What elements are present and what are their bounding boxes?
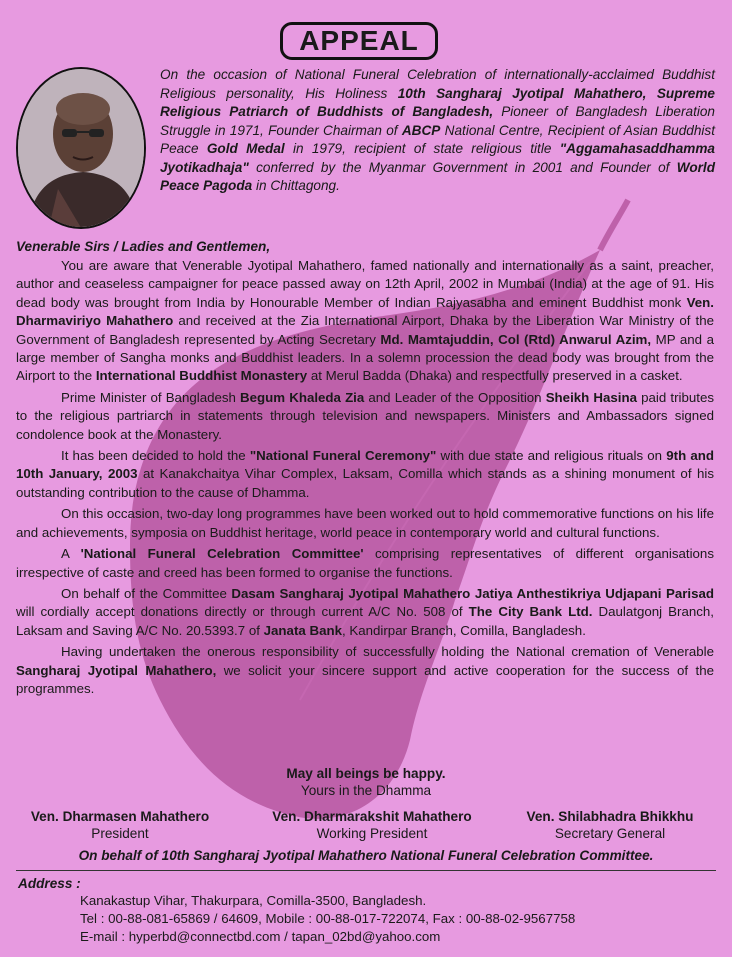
closing-valediction: Yours in the Dhamma xyxy=(300,783,432,798)
on-behalf-line: On behalf of 10th Sangharaj Jyotipal Mahathero National Funeral Celebration Committee. xyxy=(78,848,654,863)
signatory-role: President xyxy=(91,826,149,841)
signatory-role: Working President xyxy=(316,826,428,841)
email-addresses: E-mail : hyperbd@connectbd.com / tapan_02bd@yahoo.com xyxy=(80,929,441,944)
paragraph-committee: A 'National Funeral Celebration Committee' comprising representatives of different organisations irrespective of caste and creed has been formed to organise the functions. xyxy=(16,546,714,580)
paragraph-solicitation: Having undertaken the onerous responsibility of successfully holding the National cremation of Venerable Sangharaj Jyotipal Mahathero, we solicit your sincere support and active cooperation for the success of the programmes. xyxy=(16,644,715,696)
postal-address: Kanakastup Vihar, Thakurpara, Comilla-3500, Bangladesh. xyxy=(80,893,427,908)
signatory xyxy=(510,808,710,842)
signatory xyxy=(262,808,482,842)
closing xyxy=(0,765,732,799)
paragraph-ceremony: It has been decided to hold the "National Funeral Ceremony" with due state and religious rituals on 9th and 10th January, 2003 at Kanakchaitya Vihar Complex, Laksam, Comilla which stands as a shining monument of his outstanding contribution to the cause of Dhamma. xyxy=(16,448,714,500)
paragraph-programmes: On this occasion, two-day long programmes have been worked out to hold commemorative functions on his life and achievements, symposia on Buddhist heritage, world peace in contemporary world and cultural functions. xyxy=(16,506,714,540)
intro-paragraph: On the occasion of National Funeral Celebration of internationally-acclaimed Buddhist Religious personality, His Holiness 10th Sangharaj Jyotipal Mahathero, Supreme Religious Patriarch of Buddhists of Bangladesh, Pioneer of Bangladesh Liberation Struggle in 1971, Founder Chairman of ABCP National Centre, Recipient of Asian Buddhist Peace Gold Medal in 1979, recipient of state religious title "Aggamahasaddhamma Jyotikadhaja" conferred by the Myanmar Government in 2001 and Founder of World Peace Pagoda in Chittagong. xyxy=(160,67,715,193)
closing-blessing: May all beings be happy. xyxy=(286,766,446,781)
signatory xyxy=(20,808,220,842)
appeal-title: APPEAL xyxy=(280,22,438,60)
phone-numbers: Tel : 00-88-081-65869 / 64609, Mobile : 00-88-017-722074, Fax : 00-88-02-9567758 xyxy=(80,911,576,926)
salutation: Venerable Sirs / Ladies and Gentlemen, xyxy=(16,239,271,254)
signatory-name: Ven. Dharmasen Mahathero xyxy=(30,809,210,824)
paragraph-tributes: Prime Minister of Bangladesh Begum Khaleda Zia and Leader of the Opposition Sheikh Hasina paid tributes to the religious partriarch in statements through television and newspapers. Ministers and Ambassadors signed condolence book at the Monastery. xyxy=(16,389,714,442)
signatory-name: Ven. Dharmarakshit Mahathero xyxy=(272,809,472,824)
signatory-name: Ven. Shilabhadra Bhikkhu xyxy=(526,809,694,824)
signatory-role: Secretary General xyxy=(554,826,666,841)
paragraph-death-announcement: You are aware that Venerable Jyotipal Mahathero, famed nationally and internationally as a saint, preacher, author and ceaseless campaigner for peace passed away on 12th April, 2002 in Mumbai (India) at the age of 91. His dead body was brought from India by Honourable Member of Indian Rajyasabha and eminent Buddhist monk Ven. Dharmaviriyo Mahathero and received at the Zia International Airport, Dhaka by the Liberation War Ministry of the Government of Bangladesh represented by Acting Secretary Md. Mamtajuddin, Col (Rtd) Anwarul Azim, MP and a large member of Sangha monks and Buddhist leaders. In a solemn procession the dead body was brought from the Airport to the International Buddhist Monastery at Merul Badda (Dhaka) and respectfully preserved in a casket. xyxy=(16,258,714,384)
address-block xyxy=(80,892,575,946)
monk-portrait-icon xyxy=(16,67,146,229)
paragraph-donations: On behalf of the Committee Dasam Sangharaj Jyotipal Mahathero Jatiya Anthestikriya Udjapani Parisad will cordially accept donations directly or through current A/C No. 508 of The City Bank Ltd. Daulatgonj Branch, Laksam and Saving A/C No. 20.5393.7 of Janata Bank, Kandirpar Branch, Comilla, Bangladesh. xyxy=(16,585,714,638)
appeal-body xyxy=(16,257,714,698)
address-label: Address : xyxy=(18,876,81,891)
divider xyxy=(16,870,716,871)
